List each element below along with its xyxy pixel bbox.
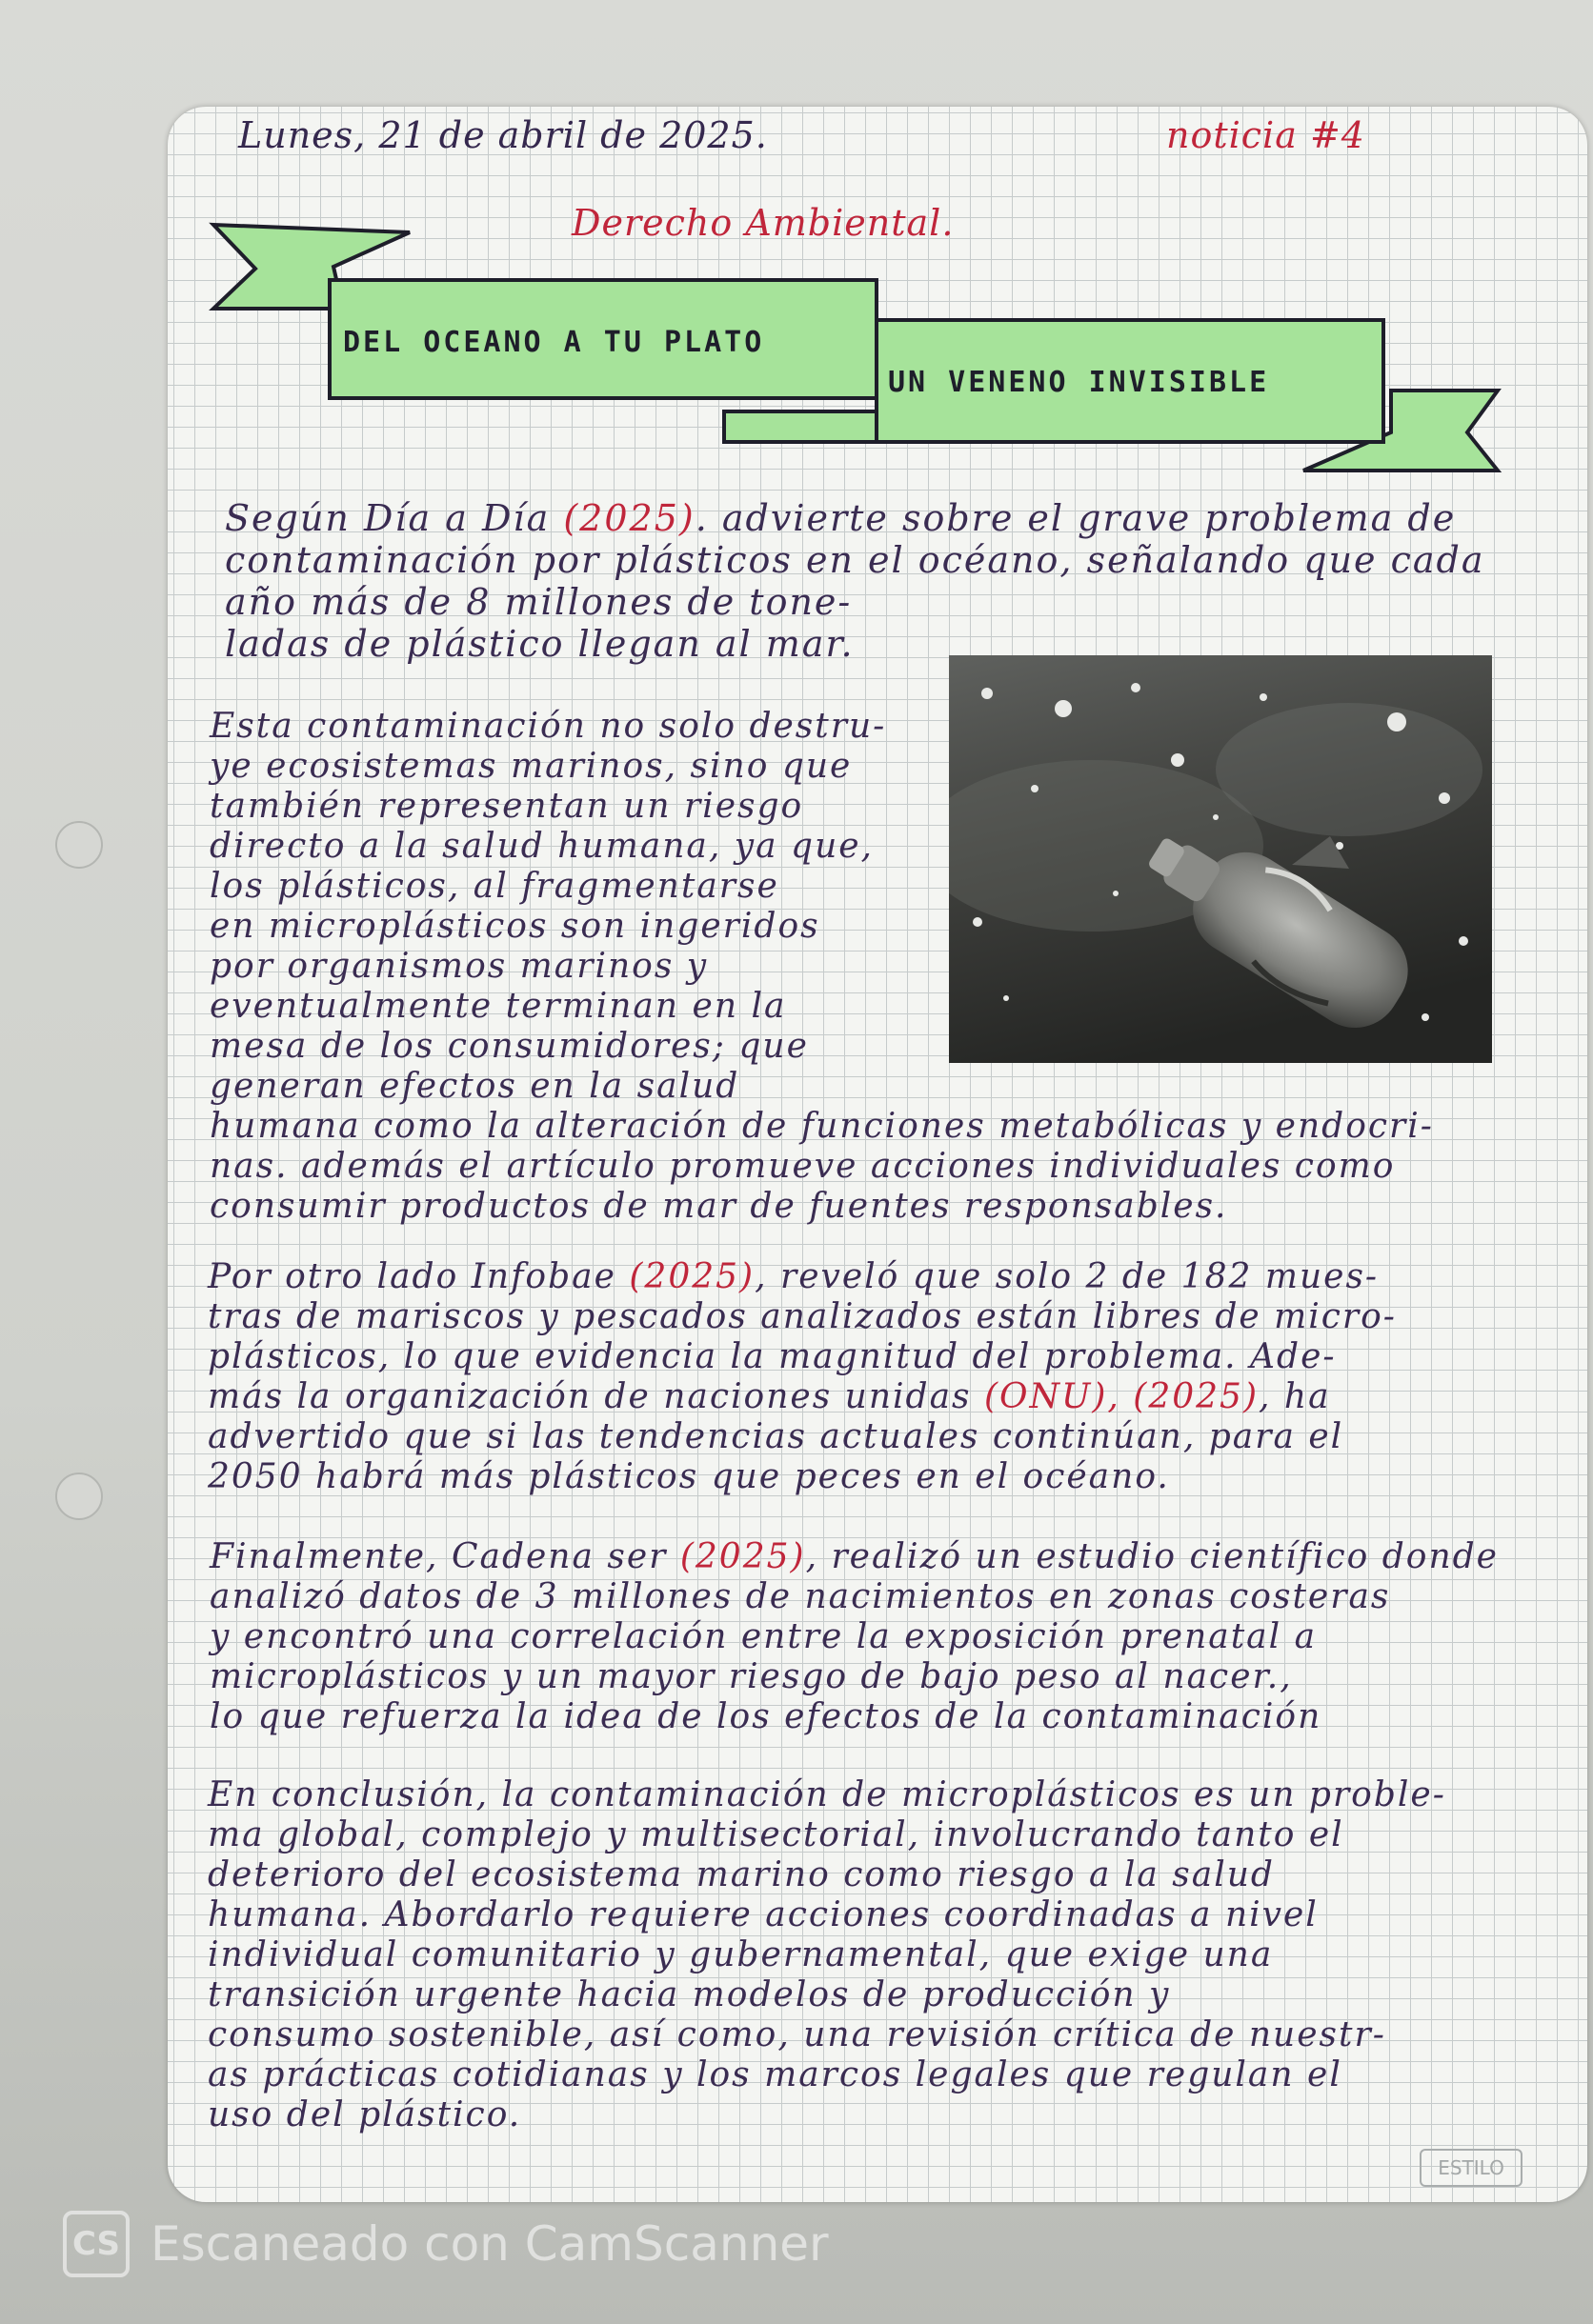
p3-text-2: , ha advertido que si las tendencias actuales continúan, para el 2050 habrá más plásticos que peces en el océano. xyxy=(208,1377,1344,1496)
banner-left-title: DEL OCEANO A TU PLATO xyxy=(343,326,765,359)
camscanner-watermark xyxy=(63,2208,829,2280)
p3-text-1: , reveló que solo 2 de 182 mues- tras de mariscos y pescados analizados están libres de micro- plásticos, lo que evidencia la magnitud del problema. Ade- más la organización de naciones unidas xyxy=(208,1257,1397,1416)
p3-year: (2025) xyxy=(629,1257,756,1296)
note-number: noticia #4 xyxy=(1166,114,1365,156)
camscanner-logo-icon: CS xyxy=(63,2211,130,2277)
paragraph-2: Esta contaminación no solo destru- ye ecosistemas marinos, sino que también representan un riesgo directo a la salud humana, ya que, los plásticos, al fragmentarse en microplásticos son ingeridos por organismos marinos y eventualmente terminan en la mesa de los consumidores; que generan efectos en la salud humana como la alteración de funciones metabólicas y endocri- nas. además el artículo promueve acciones individuales como consumir productos de mar de fuentes responsables. xyxy=(210,707,1434,1226)
paragraph-1 xyxy=(225,497,1492,665)
watermark-text: Escaneado con CamScanner xyxy=(151,2216,829,2272)
subject-heading: Derecho Ambiental. xyxy=(572,202,955,244)
paragraph-5: En conclusión, la contaminación de microplásticos es un proble- ma global, complejo y multisectorial, involucrando tanto el deterioro del ecosistema marino como riesgo a la salud humana. Abordarlo requiere acciones coordinadas a nivel individual comunitario y gubernamental, que exige una transición urgente hacia modelos de producción y consumo sostenible, así como, una revisión crítica de nuestr- as prácticas cotidianas y los marcos legales que regulan el uso del plástico. xyxy=(208,1775,1446,2134)
p4-year: (2025) xyxy=(679,1537,806,1576)
p1-year: (2025) xyxy=(563,497,696,539)
date-line: Lunes, 21 de abril de 2025. xyxy=(238,114,768,156)
notebook-brand-logo: ESTILO xyxy=(1420,2149,1522,2187)
title-banner xyxy=(200,221,1505,478)
p3-org: (ONU), (2025) xyxy=(983,1377,1260,1416)
p3-source: Por otro lado Infobae xyxy=(208,1257,616,1296)
paragraph-3 xyxy=(208,1257,1561,1497)
paragraph-4 xyxy=(210,1537,1563,1737)
p1-source: Según Día a Día xyxy=(225,497,551,539)
p1-text: . advierte sobre el grave problema de contaminación por plásticos en el océano, señalando que cada año más de 8 millones de tone- ladas de plástico llegan al mar. xyxy=(225,497,1485,665)
punch-hole-bottom xyxy=(55,1473,103,1520)
banner-right-title: UN VENENO INVISIBLE xyxy=(888,366,1270,399)
p4-text: , realizó un estudio científico donde analizó datos de 3 millones de nacimientos en zonas costeras y encontró una correlación entre la exposición prenatal a microplásticos y un mayor riesgo de bajo peso al nacer., lo que refuerza la idea de los efectos de la contaminación xyxy=(210,1537,1499,1736)
p4-source: Finalmente, Cadena ser xyxy=(210,1537,668,1576)
punch-hole-top xyxy=(55,821,103,869)
